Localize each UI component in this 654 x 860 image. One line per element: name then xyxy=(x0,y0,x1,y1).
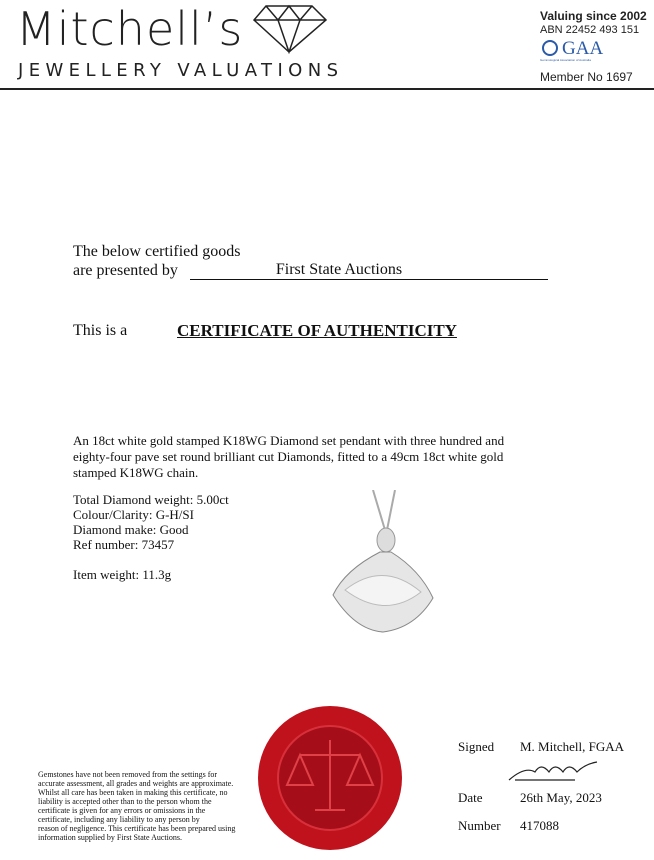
cert-title: CERTIFICATE OF AUTHENTICITY xyxy=(177,321,457,340)
description-line: stamped K18WG chain. xyxy=(73,465,199,480)
details xyxy=(73,492,229,552)
detail-line: Colour/Clarity: G-H/SI xyxy=(73,507,194,522)
item-weight: Item weight: 11.3g xyxy=(73,567,172,582)
intro-line-1: The below certified goods xyxy=(73,243,241,260)
gaa-emblem-icon xyxy=(542,40,558,56)
description-line: eighty-four pave set round brilliant cut Diamonds, fitted to a 49cm 18ct white gold xyxy=(73,449,504,464)
disclaimer xyxy=(38,770,268,842)
disclaimer-line: Whilst all care has been taken in making this certificate, no xyxy=(38,788,228,797)
disclaimer-line: reason of negligence. This certificate has been prepared using xyxy=(38,824,236,833)
valuing-since: Valuing since 2002 xyxy=(540,9,647,23)
disclaimer-line: certificate is given for any errors or omissions in the xyxy=(38,806,206,815)
signer-name: M. Mitchell, FGAA xyxy=(520,739,624,754)
date-label: Date xyxy=(458,790,483,805)
description-line: An 18ct white gold stamped K18WG Diamond set pendant with three hundred and xyxy=(73,433,505,448)
member-number: Member No 1697 xyxy=(540,70,633,84)
number-label: Number xyxy=(458,818,501,833)
wax-seal xyxy=(255,700,405,860)
abn: ABN 22452 493 151 xyxy=(540,24,640,36)
gaa-logo-text: GAA xyxy=(562,38,604,59)
presenter-name: First State Auctions xyxy=(190,261,548,280)
gaa-full-name: Gemmological Association of Australia xyxy=(540,58,591,62)
brand-logo-text: Mitchell’s xyxy=(16,2,244,56)
detail-line: Total Diamond weight: 5.00ct xyxy=(73,492,229,507)
detail-line: Diamond make: Good xyxy=(73,522,189,537)
disclaimer-line: Gemstones have not been removed from the settings for xyxy=(38,770,218,779)
diamond-logo-icon xyxy=(252,2,330,54)
date-value: 26th May, 2023 xyxy=(520,790,602,805)
detail-line: Ref number: 73457 xyxy=(73,537,175,552)
disclaimer-line: certificate, including any liability to any person by xyxy=(38,815,200,824)
cert-prefix: This is a xyxy=(73,322,128,339)
pendant-photo xyxy=(325,490,435,640)
brand-subtitle: JEWELLERY VALUATIONS xyxy=(18,60,344,81)
disclaimer-line: accurate assessment, all grades and weights are approximate. xyxy=(38,779,234,788)
intro-line-2: are presented by xyxy=(73,262,178,279)
disclaimer-line: liability is accepted other than to the person whom the xyxy=(38,797,212,806)
header-divider xyxy=(0,88,654,90)
signed-label: Signed xyxy=(458,739,495,754)
description xyxy=(73,433,504,481)
signature xyxy=(505,758,605,784)
number-value: 417088 xyxy=(520,818,559,833)
disclaimer-line: information supplied by First State Auctions. xyxy=(38,833,182,842)
